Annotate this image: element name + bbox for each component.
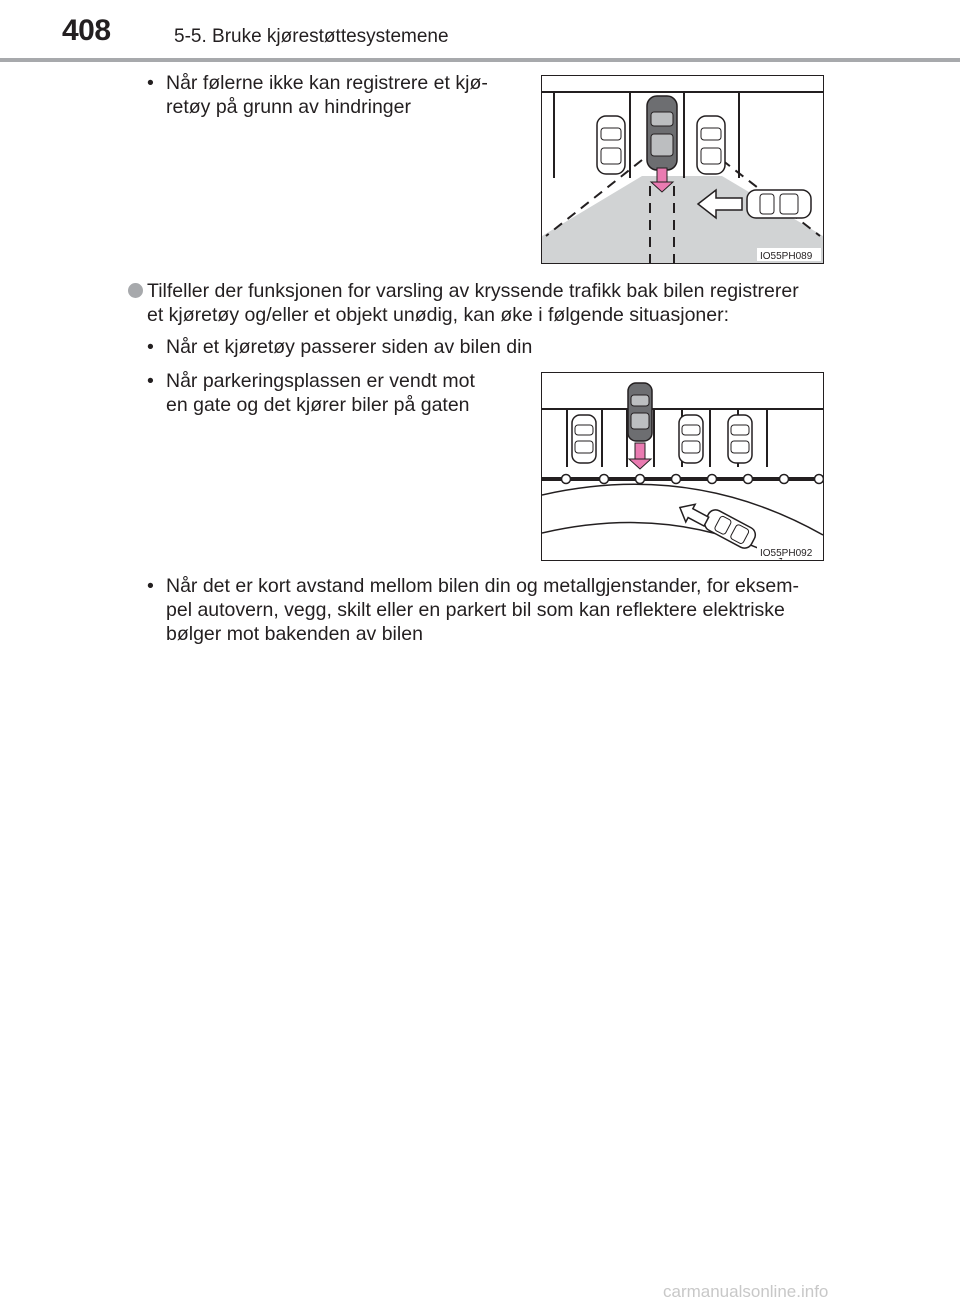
parked-car-2 bbox=[679, 415, 703, 463]
bullet-marker: • bbox=[147, 575, 154, 597]
header-rule bbox=[0, 58, 960, 62]
bullet-marker: • bbox=[147, 72, 154, 94]
bullet-sensors-blocked-line1: Når følerne ikke kan registrere et kjø- bbox=[166, 72, 488, 94]
bullet-marker: • bbox=[147, 370, 154, 392]
parked-car-1 bbox=[572, 415, 596, 463]
section-title: 5-5. Bruke kjørestøttesystemene bbox=[174, 26, 449, 47]
bullet-street-line1: Når parkeringsplassen er vendt mot bbox=[166, 370, 475, 392]
figure-sensors-blocked bbox=[541, 75, 824, 264]
guardrail bbox=[542, 475, 823, 484]
bullet-marker: • bbox=[147, 336, 154, 358]
main-item-line2: et kjøretøy og/eller et objekt unødig, kan øke i følgende situasjoner: bbox=[147, 304, 730, 326]
approaching-car bbox=[747, 190, 811, 218]
own-car bbox=[647, 96, 677, 170]
page-number: 408 bbox=[62, 14, 111, 47]
bullet-passing-vehicle: Når et kjøretøy passerer siden av bilen din bbox=[166, 336, 533, 358]
main-item-line1: Tilfeller der funksjonen for varsling av kryssende trafikk bak bilen registrerer bbox=[147, 280, 799, 302]
figure-code-2: IO55PH092 bbox=[760, 548, 813, 559]
bullet-street-line2: en gate og det kjører biler på gaten bbox=[166, 394, 470, 416]
bullet-metal-line2: pel autovern, vegg, skilt eller en parkert bil som kan reflektere elektriske bbox=[166, 599, 785, 621]
figure-street-facing bbox=[541, 372, 824, 561]
moving-car bbox=[702, 507, 758, 551]
parked-car-left bbox=[597, 116, 625, 174]
reverse-arrow-icon bbox=[629, 443, 651, 469]
figure-code-1: IO55PH089 bbox=[760, 251, 813, 262]
footer-watermark: carmanualsonline.info bbox=[663, 1282, 829, 1301]
parked-car-right bbox=[697, 116, 725, 174]
bullet-sensors-blocked-line2: retøy på grunn av hindringer bbox=[166, 96, 411, 118]
bullet-dot-icon bbox=[128, 283, 143, 298]
own-car bbox=[628, 383, 652, 441]
parked-car-3 bbox=[728, 415, 752, 463]
bullet-metal-line1: Når det er kort avstand mellom bilen din og metallgjenstander, for eksem- bbox=[166, 575, 799, 597]
bullet-metal-line3: bølger mot bakenden av bilen bbox=[166, 623, 423, 645]
